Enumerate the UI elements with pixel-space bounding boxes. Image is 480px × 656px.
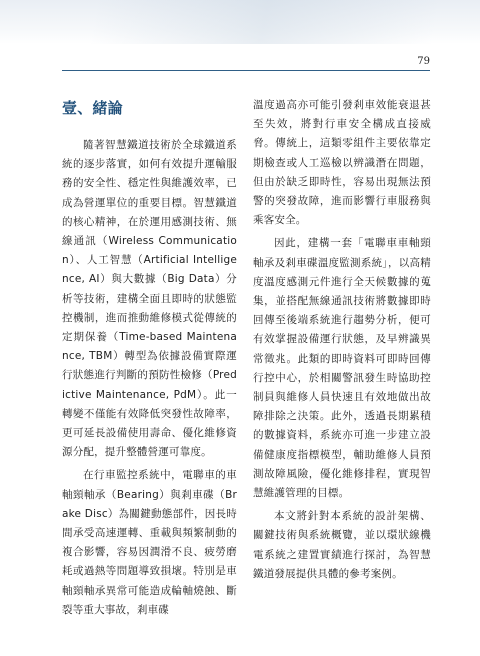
left-column: [62, 96, 237, 624]
paragraph: 本文將針對本系統的設計架構、關鍵技術與系統概覽，並以環狀線機電系統之建置實績進行探討，為智慧鐵道發展提供具體的參考案例。: [253, 510, 431, 580]
page-number: 79: [417, 56, 430, 67]
paragraph: 隨著智慧鐵道技術於全球鐵道系統的逐步落實，如何有效提升運輸服務的安全性、穩定性與維護效率，已成為營運單位的重要目標。智慧鐵道的核心精神，在於運用感測技術、無線通訊（Wireless Communication）、人工智慧（Artificial Intelligence, AI）與大數據（Big Data）分析等技術，建構全面且即時的狀態監控機制，進而推動維修模式從傳統的定期保養（Time-based Maintenance, TBM）轉型為依據設備實際運行狀態進行判斷的預防性檢修（Predictive Maintenance, PdM）。此一轉變不僅能有效降低突發性故障率，更可延長設備使用壽命、優化維修資源分配，提升整體營運可靠度。: [62, 139, 237, 459]
right-column: [253, 96, 431, 588]
header-band: [0, 0, 480, 44]
paragraph: 因此，建構一套「電聯車車軸頸軸承及剎車碟溫度監測系統」，以高精度溫度感測元件進行全天候數據的蒐集，並搭配無線通訊技術將數據即時回傳至後端系統進行趨勢分析，便可有效掌握設備運行狀態，及早辨識異常徵兆。此類的即時資料可即時回傳行控中心，於相關警訊發生時協助控制員與維修人員快速且有效地做出故障排除之決策。此外，透過長期累積的數據資料，系統亦可進一步建立設備健康度指標模型，輔助維修人員預測故障風險，優化維修排程，實現智慧維護管理的目標。: [253, 237, 431, 500]
section-heading: 壹、緒論: [62, 99, 123, 117]
header-rule: [62, 70, 430, 71]
paragraph: 在行車監控系統中，電聯車的車軸頸軸承（Bearing）與剎車碟（Brake Disc）為關鍵動態部件，因長時間承受高速運轉、重載與頻繁制動的複合影響，容易因潤滑不良、疲勞磨耗或過熱等問題導致損壞。特別是車軸頸軸承異常可能造成輪軸燒蝕、斷裂等重大事故，剎車碟: [62, 469, 237, 616]
paragraph: 溫度過高亦可能引發剎車效能衰退甚至失效，將對行車安全構成直接威脅。傳統上，這類零組件主要依靠定期檢查或人工巡檢以辨識潛在問題，但由於缺乏即時性，容易出現無法預警的突發故障，進而影響行車服務與乘客安全。: [253, 99, 431, 227]
